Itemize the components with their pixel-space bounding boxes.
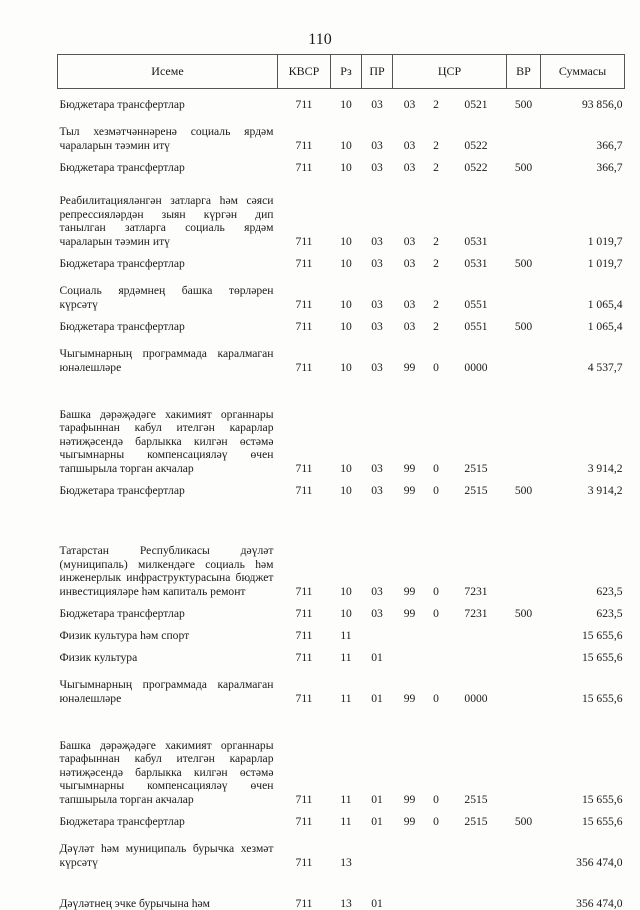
cell-rz: 11 (331, 806, 362, 828)
page-number: 110 (0, 31, 640, 49)
cell-rz: 13 (331, 828, 362, 869)
cell-c3: 0000 (446, 333, 507, 374)
cell-c1: 99 (393, 475, 427, 497)
cell-c3: 2515 (446, 705, 507, 806)
cell-c3 (446, 620, 507, 642)
cell-c1: 99 (393, 806, 427, 828)
cell-pr: 03 (362, 152, 393, 174)
cell-pr (362, 828, 393, 869)
table-row (58, 869, 625, 910)
cell-sum: 366,7 (541, 111, 625, 152)
cell-c3: 0551 (446, 311, 507, 333)
cell-vr (507, 869, 541, 910)
cell-pr: 03 (362, 174, 393, 248)
cell-c1: 03 (393, 248, 427, 270)
cell-rz: 10 (331, 270, 362, 311)
cell-c2 (427, 642, 446, 664)
table-row (58, 152, 625, 174)
cell-c2: 0 (427, 806, 446, 828)
cell-c1: 99 (393, 497, 427, 598)
cell-c1: 03 (393, 270, 427, 311)
cell-kvsr: 711 (278, 664, 331, 705)
table-row (58, 270, 625, 311)
table-row (58, 806, 625, 828)
cell-sum: 366,7 (541, 152, 625, 174)
cell-pr: 03 (362, 333, 393, 374)
cell-c3: 0522 (446, 111, 507, 152)
cell-c3: 2515 (446, 374, 507, 475)
cell-c1: 03 (393, 174, 427, 248)
cell-kvsr: 711 (278, 111, 331, 152)
cell-rz: 11 (331, 620, 362, 642)
cell-rz: 10 (331, 89, 362, 112)
cell-c1: 03 (393, 89, 427, 112)
cell-c3: 2515 (446, 475, 507, 497)
cell-vr (507, 828, 541, 869)
table-row (58, 664, 625, 705)
cell-vr: 500 (507, 311, 541, 333)
cell-pr: 03 (362, 248, 393, 270)
cell-rz: 13 (331, 869, 362, 910)
budget-table-container (57, 54, 624, 910)
cell-vr (507, 497, 541, 598)
cell-kvsr: 711 (278, 89, 331, 112)
cell-kvsr: 711 (278, 311, 331, 333)
cell-c1: 03 (393, 152, 427, 174)
cell-name: Чыгымнарның программада каралмаган юнәлешләре (58, 664, 278, 705)
cell-pr: 03 (362, 598, 393, 620)
cell-name: Тыл хезмәтчәннәренә социаль ярдәм чараларын тәэмин итү (58, 111, 278, 152)
table-header-row (58, 55, 625, 89)
table-row (58, 598, 625, 620)
cell-c1: 99 (393, 705, 427, 806)
cell-pr: 01 (362, 806, 393, 828)
cell-name: Реабилитацияләнгән затларга һәм сәяси репрессияләрдән зыян күргән дип танылган затларга социаль ярдәм чараларын тәэмин итү (58, 174, 278, 248)
cell-vr: 500 (507, 89, 541, 112)
cell-vr (507, 333, 541, 374)
cell-name: Социаль ярдәмнең башка төрләрен күрсәтү (58, 270, 278, 311)
cell-name: Бюджетара трансфертлар (58, 152, 278, 174)
cell-c2: 0 (427, 705, 446, 806)
cell-vr: 500 (507, 598, 541, 620)
cell-c3 (446, 869, 507, 910)
cell-rz: 11 (331, 705, 362, 806)
table-row (58, 248, 625, 270)
cell-name: Башка дәрәҗәдәге хакимият органнары тарафыннан кабул ителгән карарлар нәтиҗәсендә барлыкка килгән өстәмә чыгымнарны компенсацияләү өчен тапшырыла торган акчалар (58, 705, 278, 806)
cell-c2: 0 (427, 374, 446, 475)
cell-c1 (393, 828, 427, 869)
cell-sum: 15 655,6 (541, 705, 625, 806)
header-sum: Суммасы (541, 55, 625, 89)
cell-name: Дәүләт һәм муниципаль бурычка хезмәт күрсәтү (58, 828, 278, 869)
table-row (58, 828, 625, 869)
cell-kvsr: 711 (278, 270, 331, 311)
table-row (58, 333, 625, 374)
table-row (58, 374, 625, 475)
cell-rz: 10 (331, 111, 362, 152)
cell-pr: 01 (362, 664, 393, 705)
cell-vr (507, 174, 541, 248)
cell-pr: 03 (362, 270, 393, 311)
cell-rz: 10 (331, 333, 362, 374)
cell-rz: 11 (331, 642, 362, 664)
cell-c3: 0531 (446, 248, 507, 270)
cell-pr: 03 (362, 497, 393, 598)
cell-kvsr: 711 (278, 497, 331, 598)
cell-pr: 03 (362, 374, 393, 475)
cell-vr: 500 (507, 248, 541, 270)
cell-name: Дәүләтнең эчке бурычына һәм (58, 869, 278, 910)
cell-c1: 99 (393, 598, 427, 620)
cell-vr (507, 270, 541, 311)
cell-rz: 10 (331, 248, 362, 270)
cell-c2: 2 (427, 311, 446, 333)
header-vr: ВР (507, 55, 541, 89)
cell-kvsr: 711 (278, 598, 331, 620)
table-body (58, 89, 625, 910)
cell-name: Башка дәрәҗәдәге хакимият органнары тарафыннан кабул ителгән карарлар нәтиҗәсендә барлыкка килгән өстәмә чыгымнарны компенсацияләү өчен тапшырыла торган акчалар (58, 374, 278, 475)
cell-c2: 2 (427, 174, 446, 248)
cell-sum: 15 655,6 (541, 806, 625, 828)
cell-kvsr: 711 (278, 174, 331, 248)
cell-name: Бюджетара трансфертлар (58, 598, 278, 620)
cell-pr (362, 620, 393, 642)
cell-name: Бюджетара трансфертлар (58, 248, 278, 270)
cell-c2 (427, 869, 446, 910)
cell-c1: 03 (393, 311, 427, 333)
cell-kvsr: 711 (278, 620, 331, 642)
cell-c3: 0522 (446, 152, 507, 174)
cell-pr: 03 (362, 111, 393, 152)
cell-c1: 03 (393, 111, 427, 152)
cell-vr (507, 620, 541, 642)
cell-name: Физик культура һәм спорт (58, 620, 278, 642)
cell-c3: 0521 (446, 89, 507, 112)
cell-vr: 500 (507, 475, 541, 497)
cell-sum: 93 856,0 (541, 89, 625, 112)
cell-c1 (393, 642, 427, 664)
table-row (58, 620, 625, 642)
budget-table (57, 54, 625, 910)
cell-c3: 0531 (446, 174, 507, 248)
cell-sum: 356 474,0 (541, 869, 625, 910)
cell-sum: 356 474,0 (541, 828, 625, 869)
cell-c3: 0551 (446, 270, 507, 311)
cell-c2: 0 (427, 664, 446, 705)
table-row (58, 475, 625, 497)
cell-rz: 10 (331, 497, 362, 598)
cell-kvsr: 711 (278, 475, 331, 497)
cell-c2: 2 (427, 111, 446, 152)
cell-c2: 0 (427, 497, 446, 598)
table-row (58, 497, 625, 598)
cell-c1: 99 (393, 664, 427, 705)
cell-c1 (393, 620, 427, 642)
table-row (58, 642, 625, 664)
table-row (58, 311, 625, 333)
cell-kvsr: 711 (278, 374, 331, 475)
cell-sum: 3 914,2 (541, 374, 625, 475)
header-pr: ПР (362, 55, 393, 89)
cell-c1: 99 (393, 374, 427, 475)
cell-sum: 3 914,2 (541, 475, 625, 497)
cell-c3: 2515 (446, 806, 507, 828)
cell-sum: 1 065,4 (541, 270, 625, 311)
cell-kvsr: 711 (278, 869, 331, 910)
cell-pr: 01 (362, 705, 393, 806)
table-row (58, 174, 625, 248)
cell-pr: 01 (362, 642, 393, 664)
cell-sum: 15 655,6 (541, 642, 625, 664)
cell-c3 (446, 828, 507, 869)
cell-c2: 2 (427, 270, 446, 311)
cell-rz: 10 (331, 475, 362, 497)
cell-c2: 2 (427, 89, 446, 112)
cell-c1 (393, 869, 427, 910)
header-rz: Рз (331, 55, 362, 89)
cell-c2: 2 (427, 248, 446, 270)
header-csr: ЦСР (393, 55, 507, 89)
cell-kvsr: 711 (278, 642, 331, 664)
cell-sum: 1 019,7 (541, 174, 625, 248)
cell-c2: 0 (427, 333, 446, 374)
cell-kvsr: 711 (278, 152, 331, 174)
cell-c3 (446, 642, 507, 664)
cell-name: Татарстан Республикасы дәүләт (муниципаль) милкендәге социаль һәм инженерлык инфраструктурасына бюджет инвестицияләре һәм капиталь ремонт (58, 497, 278, 598)
cell-rz: 11 (331, 664, 362, 705)
cell-c3: 7231 (446, 598, 507, 620)
cell-kvsr: 711 (278, 806, 331, 828)
cell-rz: 10 (331, 174, 362, 248)
cell-rz: 10 (331, 311, 362, 333)
cell-name: Бюджетара трансфертлар (58, 89, 278, 112)
cell-vr: 500 (507, 806, 541, 828)
cell-kvsr: 711 (278, 705, 331, 806)
cell-c2: 0 (427, 598, 446, 620)
cell-sum: 15 655,6 (541, 664, 625, 705)
table-row (58, 705, 625, 806)
cell-sum: 4 537,7 (541, 333, 625, 374)
cell-vr (507, 705, 541, 806)
cell-c2 (427, 828, 446, 869)
cell-c1: 99 (393, 333, 427, 374)
cell-vr (507, 374, 541, 475)
table-row (58, 89, 625, 112)
cell-pr: 03 (362, 311, 393, 333)
cell-c3: 0000 (446, 664, 507, 705)
cell-rz: 10 (331, 152, 362, 174)
cell-c2 (427, 620, 446, 642)
cell-sum: 623,5 (541, 598, 625, 620)
cell-pr: 01 (362, 869, 393, 910)
cell-kvsr: 711 (278, 333, 331, 374)
cell-sum: 623,5 (541, 497, 625, 598)
cell-c2: 0 (427, 475, 446, 497)
cell-vr: 500 (507, 152, 541, 174)
cell-kvsr: 711 (278, 828, 331, 869)
cell-c3: 7231 (446, 497, 507, 598)
cell-vr (507, 111, 541, 152)
cell-kvsr: 711 (278, 248, 331, 270)
table-row (58, 111, 625, 152)
cell-pr: 03 (362, 89, 393, 112)
cell-vr (507, 664, 541, 705)
cell-name: Чыгымнарның программада каралмаган юнәлешләре (58, 333, 278, 374)
cell-vr (507, 642, 541, 664)
header-name: Исеме (58, 55, 278, 89)
cell-rz: 10 (331, 598, 362, 620)
cell-name: Бюджетара трансфертлар (58, 806, 278, 828)
cell-name: Физик культура (58, 642, 278, 664)
cell-name: Бюджетара трансфертлар (58, 311, 278, 333)
cell-sum: 1 065,4 (541, 311, 625, 333)
cell-sum: 15 655,6 (541, 620, 625, 642)
cell-name: Бюджетара трансфертлар (58, 475, 278, 497)
cell-rz: 10 (331, 374, 362, 475)
cell-c2: 2 (427, 152, 446, 174)
cell-sum: 1 019,7 (541, 248, 625, 270)
cell-pr: 03 (362, 475, 393, 497)
header-kvsr: КВСР (278, 55, 331, 89)
